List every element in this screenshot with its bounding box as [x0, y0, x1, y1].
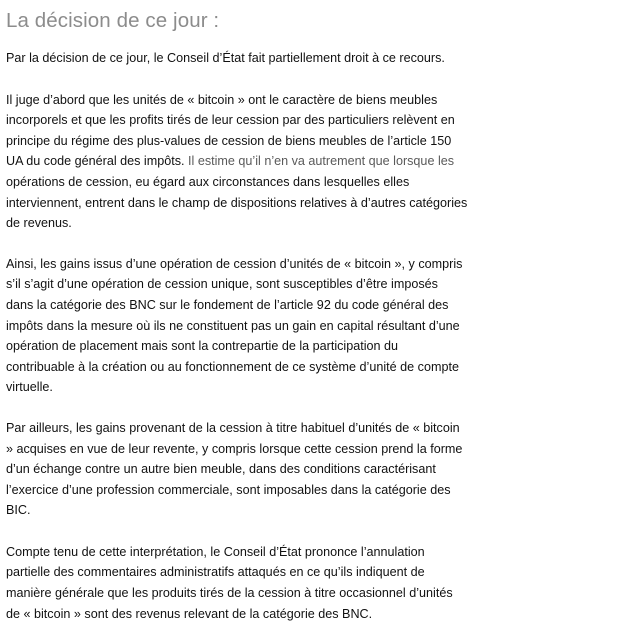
- text-line: de « bitcoin » sont des revenus relevant de la catégorie des BNC.: [6, 606, 373, 621]
- text-line: incorporels et que les profits tirés de leur cession par des particuliers relèvent en: [6, 113, 455, 128]
- text-line: d’un échange contre un autre bien meuble, dans des conditions caractérisant: [6, 462, 436, 477]
- text-line: de revenus.: [6, 216, 72, 231]
- text-line: Par la décision de ce jour, le Conseil d’État fait partiellement droit à ce recours.: [6, 51, 445, 65]
- section-heading: La décision de ce jour :: [6, 9, 220, 32]
- paragraph-bitcoin-nature: [6, 90, 634, 234]
- paragraph-bic-gains: [6, 418, 634, 521]
- paragraph-decision: [6, 48, 634, 69]
- text-line: manière générale que les produits tirés de la cession à titre occasionnel d’unités: [6, 586, 453, 601]
- text-line: l’exercice d’une profession commerciale, sont imposables dans la catégorie des: [6, 482, 451, 497]
- text-line: impôts dans la mesure où ils ne constituent pas un gain en capital résultant d’une: [6, 318, 460, 333]
- text-segment-muted: Il estime qu’il n’en va autrement que lorsque les: [184, 154, 455, 169]
- text-line: Par ailleurs, les gains provenant de la cession à titre habituel d’unités de « bitcoin: [6, 420, 460, 435]
- text-line: contribuable à la création ou au fonctionnement de ce système d’unité de compte: [6, 359, 459, 374]
- text-line: interviennent, entrent dans le champ de dispositions relatives à d’autres catégories: [6, 195, 468, 210]
- text-line: s’il s’agit d’une opération de cession unique, sont susceptibles d’être imposés: [6, 277, 438, 292]
- text-line: opérations de cession, eu égard aux circonstances dans lesquelles elles: [6, 174, 410, 189]
- text-line: opération de placement mais sont la contrepartie de la participation du: [6, 339, 399, 354]
- text-segment: UA du code général des impôts.: [6, 154, 185, 169]
- text-line: dans la catégorie des BNC sur le fondement de l’article 92 du code général des: [6, 297, 449, 312]
- text-line: Compte tenu de cette interprétation, le Conseil d’État prononce l’annulation: [6, 544, 425, 559]
- text-line: » acquises en vue de leur revente, y compris lorsque cette cession prend la forme: [6, 441, 463, 456]
- text-line: partielle des commentaires administratifs attaqués en ce qu’ils indiquent de: [6, 565, 425, 580]
- text-line: [6, 151, 634, 172]
- article: [6, 0, 634, 624]
- text-line: virtuelle.: [6, 380, 53, 395]
- paragraph-bnc-gains: [6, 254, 634, 398]
- text-line: BIC.: [6, 503, 31, 518]
- text-line: Ainsi, les gains issus d’une opération de cession d’unités de « bitcoin », y compris: [6, 256, 463, 271]
- paragraph-annulment: [6, 542, 634, 624]
- text-line: Il juge d’abord que les unités de « bitcoin » ont le caractère de biens meubles: [6, 92, 438, 107]
- text-line: principe du régime des plus-values de cession de biens meubles de l’article 150: [6, 133, 452, 148]
